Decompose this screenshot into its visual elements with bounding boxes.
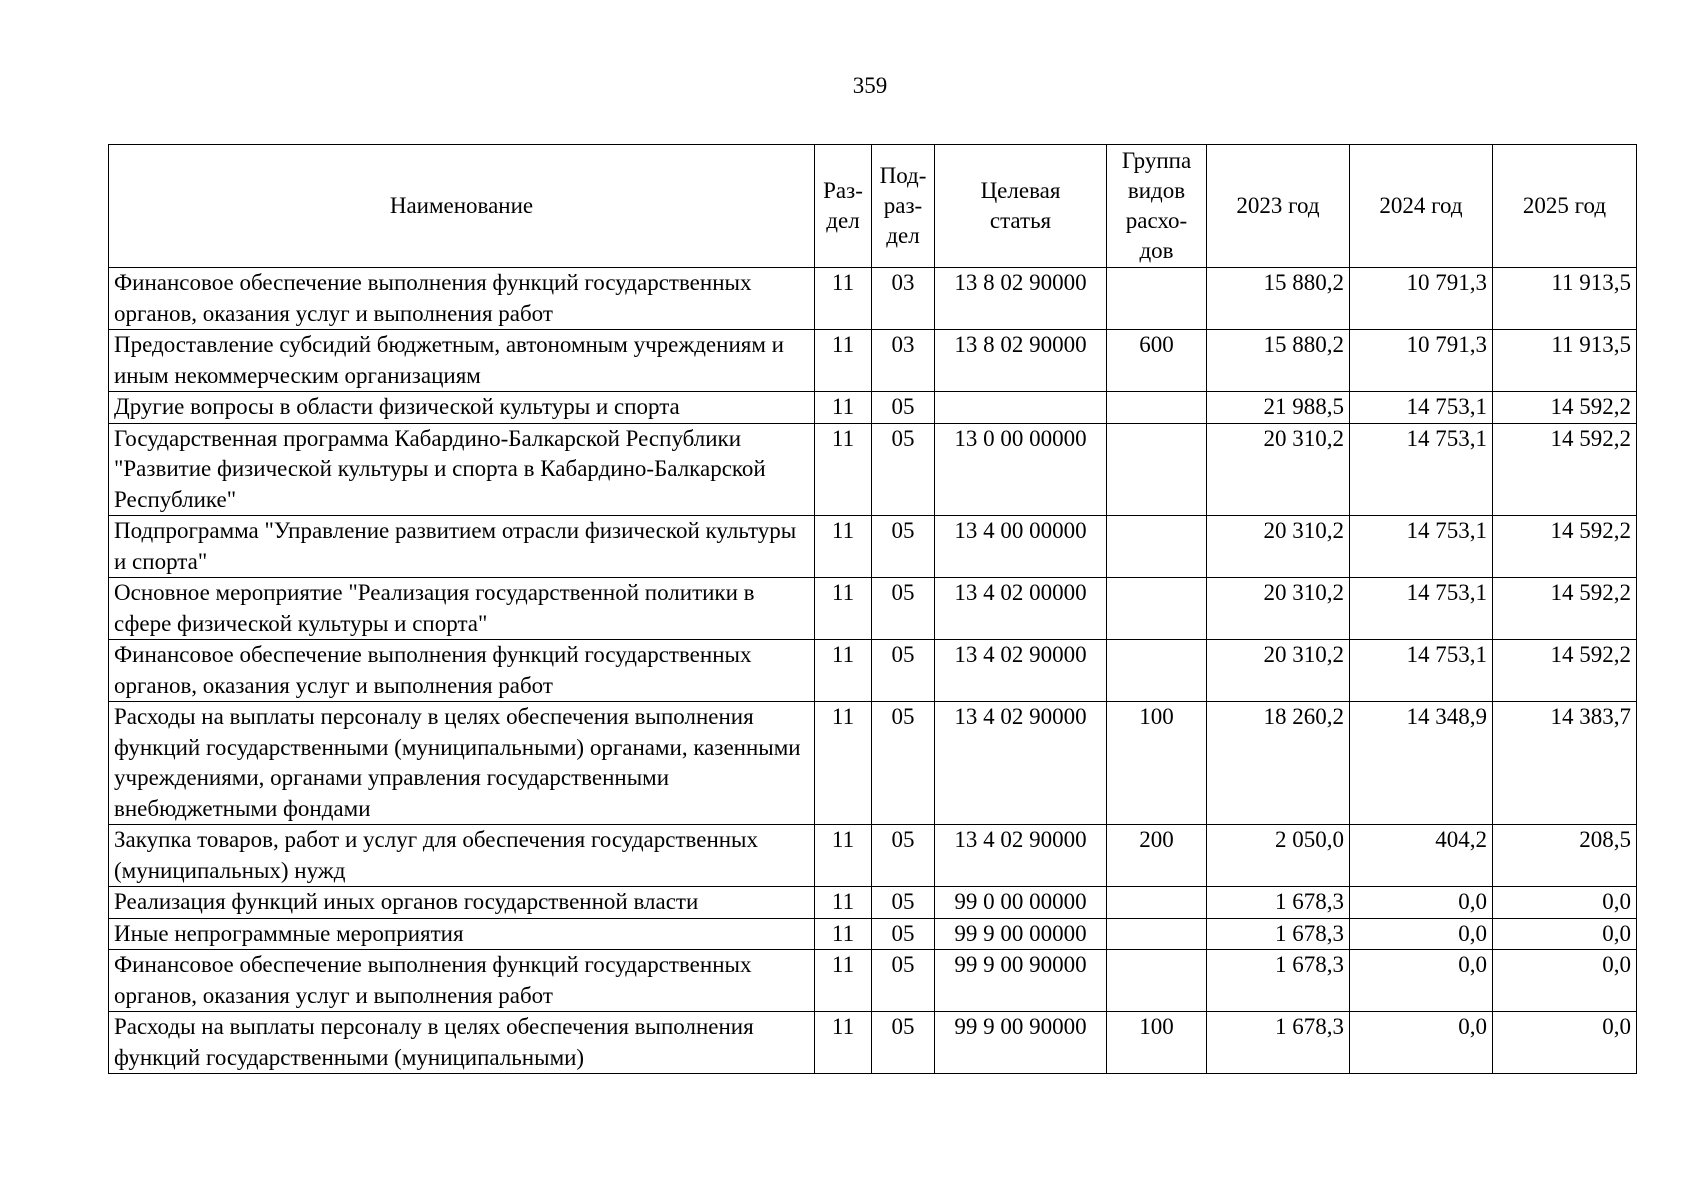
row-target-article: 13 0 00 00000 (935, 423, 1107, 516)
row-subsection: 05 (872, 392, 935, 424)
row-value-2025: 14 383,7 (1493, 702, 1637, 825)
header-expense-group: Группа видов расхо- дов (1107, 145, 1207, 268)
table-row (109, 702, 1637, 825)
row-value-2025: 11 913,5 (1493, 330, 1637, 392)
row-value-2024: 14 753,1 (1350, 423, 1493, 516)
row-expense-group (1107, 887, 1207, 919)
row-subsection: 05 (872, 918, 935, 950)
row-target-article: 99 9 00 00000 (935, 918, 1107, 950)
row-target-article: 13 4 02 90000 (935, 825, 1107, 887)
row-value-2023: 20 310,2 (1207, 423, 1350, 516)
row-name: Финансовое обеспечение выполнения функций государственных органов, оказания услуг и выполнения работ (109, 950, 815, 1012)
header-section: Раз- дел (815, 145, 872, 268)
row-value-2023: 1 678,3 (1207, 1012, 1350, 1074)
table-body (109, 268, 1637, 1074)
row-name: Финансовое обеспечение выполнения функций государственных органов, оказания услуг и выполнения работ (109, 268, 815, 330)
table-row (109, 330, 1637, 392)
row-section: 11 (815, 950, 872, 1012)
row-name: Закупка товаров, работ и услуг для обеспечения государственных (муниципальных) нужд (109, 825, 815, 887)
row-target-article: 13 4 00 00000 (935, 516, 1107, 578)
row-value-2025: 0,0 (1493, 887, 1637, 919)
row-value-2025: 208,5 (1493, 825, 1637, 887)
table-row (109, 268, 1637, 330)
row-target-article: 13 4 02 90000 (935, 640, 1107, 702)
row-name: Реализация функций иных органов государственной власти (109, 887, 815, 919)
row-value-2024: 0,0 (1350, 918, 1493, 950)
row-expense-group (1107, 918, 1207, 950)
row-subsection: 05 (872, 578, 935, 640)
row-value-2024: 14 753,1 (1350, 516, 1493, 578)
table-row (109, 578, 1637, 640)
row-name: Расходы на выплаты персоналу в целях обеспечения выполнения функций государственными (муниципальными) (109, 1012, 815, 1074)
row-section: 11 (815, 702, 872, 825)
row-target-article: 13 4 02 00000 (935, 578, 1107, 640)
row-subsection: 03 (872, 330, 935, 392)
header-year-2025: 2025 год (1493, 145, 1637, 268)
row-expense-group (1107, 392, 1207, 424)
row-value-2025: 14 592,2 (1493, 392, 1637, 424)
row-target-article: 99 9 00 90000 (935, 950, 1107, 1012)
row-value-2024: 10 791,3 (1350, 268, 1493, 330)
row-subsection: 03 (872, 268, 935, 330)
row-section: 11 (815, 640, 872, 702)
row-value-2025: 0,0 (1493, 950, 1637, 1012)
header-subsection: Под- раз- дел (872, 145, 935, 268)
row-subsection: 05 (872, 950, 935, 1012)
table-row (109, 516, 1637, 578)
row-section: 11 (815, 516, 872, 578)
row-section: 11 (815, 392, 872, 424)
row-section: 11 (815, 887, 872, 919)
header-target-article: Целевая статья (935, 145, 1107, 268)
row-expense-group: 600 (1107, 330, 1207, 392)
row-value-2024: 10 791,3 (1350, 330, 1493, 392)
row-value-2023: 18 260,2 (1207, 702, 1350, 825)
row-subsection: 05 (872, 423, 935, 516)
header-name: Наименование (109, 145, 815, 268)
table-row (109, 950, 1637, 1012)
table-row (109, 640, 1637, 702)
row-value-2024: 14 348,9 (1350, 702, 1493, 825)
row-expense-group (1107, 950, 1207, 1012)
row-value-2025: 0,0 (1493, 918, 1637, 950)
row-expense-group: 100 (1107, 702, 1207, 825)
row-expense-group: 200 (1107, 825, 1207, 887)
header-year-2024: 2024 год (1350, 145, 1493, 268)
header-row (109, 145, 1637, 268)
row-value-2023: 15 880,2 (1207, 330, 1350, 392)
row-expense-group (1107, 640, 1207, 702)
page-number: 359 (852, 73, 888, 98)
row-name: Расходы на выплаты персоналу в целях обеспечения выполнения функций государственными (муниципальными) органами, казенными учреждениями, органами управления государственными внебюджетными фондами (109, 702, 815, 825)
row-value-2024: 14 753,1 (1350, 392, 1493, 424)
row-subsection: 05 (872, 702, 935, 825)
row-target-article (935, 392, 1107, 424)
row-expense-group (1107, 516, 1207, 578)
row-subsection: 05 (872, 516, 935, 578)
table-row (109, 1012, 1637, 1074)
row-section: 11 (815, 330, 872, 392)
row-value-2023: 1 678,3 (1207, 918, 1350, 950)
table-row (109, 423, 1637, 516)
row-expense-group (1107, 268, 1207, 330)
row-section: 11 (815, 423, 872, 516)
row-value-2024: 0,0 (1350, 887, 1493, 919)
row-section: 11 (815, 1012, 872, 1074)
row-name: Государственная программа Кабардино-Балкарской Республики "Развитие физической культуры и спорта в Кабардино-Балкарской Республике" (109, 423, 815, 516)
table-row (109, 825, 1637, 887)
row-value-2023: 20 310,2 (1207, 640, 1350, 702)
row-section: 11 (815, 825, 872, 887)
row-value-2024: 0,0 (1350, 1012, 1493, 1074)
row-value-2024: 0,0 (1350, 950, 1493, 1012)
row-value-2025: 14 592,2 (1493, 640, 1637, 702)
row-value-2023: 20 310,2 (1207, 516, 1350, 578)
row-value-2024: 14 753,1 (1350, 640, 1493, 702)
row-expense-group: 100 (1107, 1012, 1207, 1074)
header-year-2023: 2023 год (1207, 145, 1350, 268)
row-name: Предоставление субсидий бюджетным, автономным учреждениям и иным некоммерческим организациям (109, 330, 815, 392)
row-value-2023: 15 880,2 (1207, 268, 1350, 330)
row-name: Иные непрограммные мероприятия (109, 918, 815, 950)
row-subsection: 05 (872, 887, 935, 919)
row-value-2025: 14 592,2 (1493, 423, 1637, 516)
row-section: 11 (815, 918, 872, 950)
row-name: Подпрограмма "Управление развитием отрасли физической культуры и спорта" (109, 516, 815, 578)
row-value-2023: 21 988,5 (1207, 392, 1350, 424)
table-row (109, 887, 1637, 919)
row-target-article: 13 8 02 90000 (935, 268, 1107, 330)
row-value-2025: 14 592,2 (1493, 516, 1637, 578)
row-name: Финансовое обеспечение выполнения функций государственных органов, оказания услуг и выполнения работ (109, 640, 815, 702)
row-expense-group (1107, 578, 1207, 640)
row-value-2023: 20 310,2 (1207, 578, 1350, 640)
row-value-2023: 1 678,3 (1207, 950, 1350, 1012)
row-target-article: 13 4 02 90000 (935, 702, 1107, 825)
table-row (109, 392, 1637, 424)
row-subsection: 05 (872, 640, 935, 702)
row-name: Другие вопросы в области физической культуры и спорта (109, 392, 815, 424)
row-value-2023: 1 678,3 (1207, 887, 1350, 919)
row-target-article: 99 9 00 90000 (935, 1012, 1107, 1074)
table-row (109, 918, 1637, 950)
row-value-2025: 14 592,2 (1493, 578, 1637, 640)
row-value-2024: 14 753,1 (1350, 578, 1493, 640)
row-subsection: 05 (872, 1012, 935, 1074)
row-subsection: 05 (872, 825, 935, 887)
row-value-2025: 0,0 (1493, 1012, 1637, 1074)
row-value-2025: 11 913,5 (1493, 268, 1637, 330)
budget-table (108, 144, 1637, 1074)
row-value-2023: 2 050,0 (1207, 825, 1350, 887)
table-header (109, 145, 1637, 268)
row-target-article: 13 8 02 90000 (935, 330, 1107, 392)
row-name: Основное мероприятие "Реализация государственной политики в сфере физической культуры и спорта" (109, 578, 815, 640)
row-section: 11 (815, 268, 872, 330)
row-target-article: 99 0 00 00000 (935, 887, 1107, 919)
row-value-2024: 404,2 (1350, 825, 1493, 887)
row-section: 11 (815, 578, 872, 640)
row-expense-group (1107, 423, 1207, 516)
